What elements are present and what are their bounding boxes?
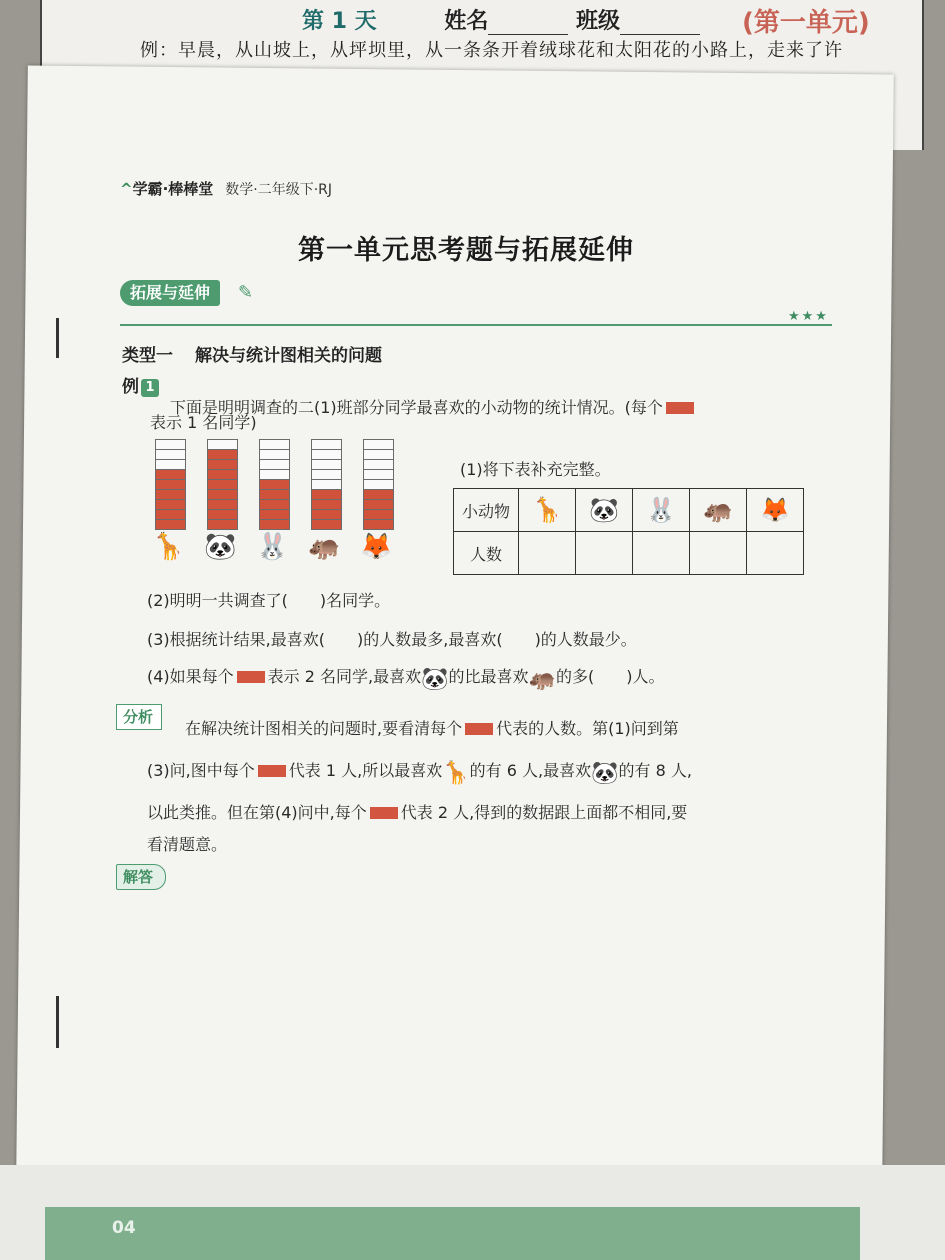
q4-text-d: 的多( )人。 [555, 667, 665, 686]
count-cell-hippo[interactable] [690, 532, 747, 575]
analysis-line-1 [185, 716, 679, 739]
rabbit-icon: 🐰 [256, 532, 289, 562]
question-4 [147, 664, 664, 692]
analysis-text: 在解决统计图相关的问题时,要看清每个 [185, 719, 463, 738]
example-number: 1 [141, 379, 159, 397]
table-row-animals [454, 489, 804, 532]
bar-rabbit [259, 440, 290, 530]
section-tag: 拓展与延伸 [120, 280, 220, 306]
analysis-line-2 [147, 758, 692, 786]
question-1: (1)将下表补充完整。 [460, 460, 611, 479]
unit-block-icon [666, 402, 694, 414]
bar-cell [155, 519, 186, 530]
question-2: (2)明明一共调查了( )名同学。 [147, 591, 391, 610]
name-blank[interactable] [488, 16, 568, 35]
type-heading [122, 341, 382, 366]
panda-icon: 🐼 [204, 532, 237, 562]
q4-text-a: (4)如果每个 [147, 667, 234, 686]
pencil-note-icon: ✎ [238, 282, 254, 303]
type-text: 解决与统计图相关的问题 [195, 346, 382, 366]
panda-icon: 🐼 [421, 667, 449, 692]
type-label: 类型一 [122, 346, 173, 366]
faded-unit-title: (第一单元) [742, 8, 870, 38]
q4-text-c: 的比最喜欢 [448, 667, 529, 686]
analysis-text: 代表的人数。第(1)问到第 [496, 719, 679, 738]
analysis-tag: 分析 [116, 704, 162, 730]
day-label: 第 1 天 [302, 9, 377, 34]
fox-icon: 🦊 [747, 489, 804, 532]
subject-label: 数学·二年级下·RJ [225, 182, 333, 198]
analysis-text: 以此类推。但在第(4)问中,每个 [147, 803, 367, 822]
bar-giraffe [155, 440, 186, 530]
fox-icon: 🦊 [360, 532, 393, 562]
panda-icon: 🐼 [576, 489, 633, 532]
table-row-counts [454, 532, 804, 575]
hippo-icon: 🦛 [690, 489, 747, 532]
count-cell-giraffe[interactable] [519, 532, 576, 575]
bar-hippo [311, 440, 342, 530]
bar-cell [207, 519, 238, 530]
margin-mark [56, 318, 59, 358]
analysis-line-4: 看清题意。 [147, 835, 228, 854]
unit-block-icon [237, 671, 265, 683]
example-line-2: 表示 1 名同学) [150, 413, 257, 432]
top-sheet-header [302, 4, 870, 38]
unit-block-icon [258, 765, 286, 777]
bar-cell [259, 519, 290, 530]
analysis-text: (3)问,图中每个 [147, 761, 255, 780]
example-char: 例 [122, 377, 139, 397]
bar-cell [363, 519, 394, 530]
panda-icon: 🐼 [591, 761, 619, 786]
bar-fox [363, 440, 394, 530]
rabbit-icon: 🐰 [633, 489, 690, 532]
giraffe-icon: 🦒 [519, 489, 576, 532]
count-cell-panda[interactable] [576, 532, 633, 575]
bar-panda [207, 440, 238, 530]
class-label: 班级 [576, 9, 621, 34]
giraffe-icon: 🦒 [442, 761, 470, 786]
page-number: 04 [112, 1218, 136, 1238]
answer-tag: 解答 [116, 864, 166, 890]
unit-block-icon [370, 807, 398, 819]
footer-band [45, 1207, 860, 1260]
margin-mark [56, 996, 59, 1048]
class-blank[interactable] [620, 16, 700, 35]
name-label: 姓名 [444, 9, 489, 34]
table-header-animal: 小动物 [454, 489, 519, 532]
top-sheet-example: 例：早晨，从山坡上，从坪坝里，从一条条开着绒球花和太阳花的小路上，走来了许 [140, 40, 843, 61]
bar-cell [311, 519, 342, 530]
analysis-text: 的有 6 人,最喜欢 [469, 761, 592, 780]
page-title: 第一单元思考题与拓展延伸 [298, 235, 634, 266]
section-divider [120, 324, 832, 326]
unit-block-icon [465, 723, 493, 735]
giraffe-icon: 🦒 [152, 532, 185, 562]
analysis-text: 代表 1 人,所以最喜欢 [288, 761, 443, 780]
table-header-count: 人数 [454, 532, 519, 575]
count-cell-rabbit[interactable] [633, 532, 690, 575]
hippo-icon: 🦛 [308, 532, 341, 562]
analysis-line-3 [147, 800, 687, 823]
question-3: (3)根据统计结果,最喜欢( )的人数最多,最喜欢( )的人数最少。 [147, 630, 637, 649]
difficulty-stars: ★★★ [788, 309, 829, 324]
brand-header [120, 178, 332, 199]
analysis-text: 的有 8 人, [618, 761, 692, 780]
q4-text-b: 表示 2 名同学,最喜欢 [267, 667, 422, 686]
count-cell-fox[interactable] [747, 532, 804, 575]
hippo-icon: 🦛 [528, 667, 556, 692]
example-label [122, 372, 159, 397]
animal-count-table [453, 488, 804, 575]
analysis-text: 代表 2 人,得到的数据跟上面都不相同,要 [400, 803, 688, 822]
example-text-1: 下面是明明调查的二(1)班部分同学最喜欢的小动物的统计情况。(每个 [170, 398, 663, 417]
graduation-cap-icon: ^ [120, 180, 133, 198]
brand-name: 学霸·棒棒堂 [132, 180, 214, 198]
